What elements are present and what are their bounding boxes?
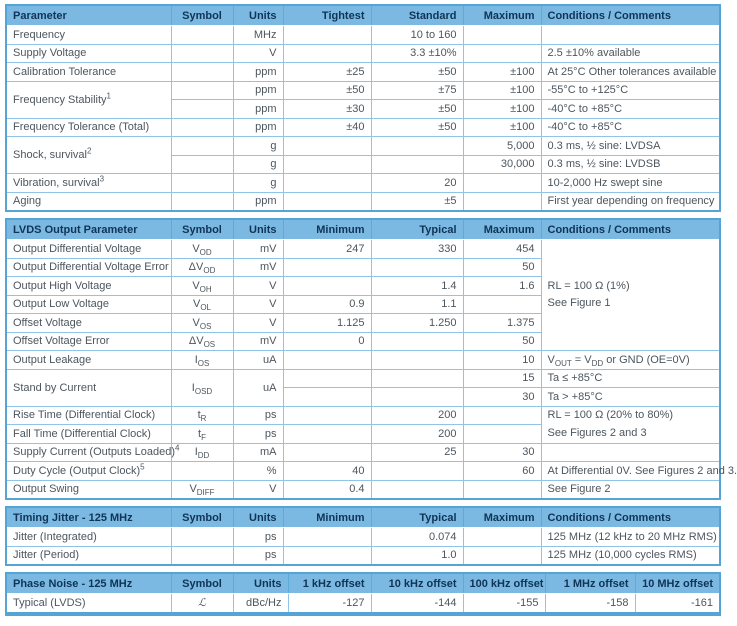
table-cell: 0.3 ms, ½ sine: LVDSB	[541, 155, 720, 174]
table-cell: Output Leakage	[6, 351, 171, 370]
table-cell: Jitter (Integrated)	[6, 528, 171, 547]
table-cell: Frequency	[6, 26, 171, 45]
table-cell: 247	[283, 240, 371, 259]
table-cell	[283, 406, 371, 425]
column-header: Typical	[371, 219, 463, 240]
table-cell: -40°C to +85°C	[541, 118, 720, 137]
table-cell: 25	[371, 443, 463, 462]
table-cell: ±100	[463, 63, 541, 82]
table-row	[6, 594, 720, 614]
table-cell: 30	[463, 443, 541, 462]
table-cell: $V_{OUT} = V_{DD}$ or GND (OE=0V)	[541, 351, 720, 370]
table-cell: 10 to 160	[371, 26, 463, 45]
table-cell	[283, 546, 371, 565]
table-cell: -158	[545, 594, 635, 614]
table-cell: Frequency Stability$^1$	[6, 81, 171, 118]
table-cell: 1.375	[463, 314, 541, 333]
table-cell	[371, 369, 463, 388]
table-cell: Supply Current (Outputs Loaded)$^4$	[6, 443, 171, 462]
table-cell: ppm	[233, 100, 283, 119]
table-cell	[463, 528, 541, 547]
table-cell: ±75	[371, 81, 463, 100]
table-cell: First year depending on frequency	[541, 192, 720, 211]
column-header: Standard	[371, 5, 463, 26]
column-header: Phase Noise - 125 MHz	[6, 573, 171, 594]
table-cell	[463, 480, 541, 499]
table-cell	[171, 118, 233, 137]
table-cell: 30	[463, 388, 541, 407]
table-cell: At 25°C Other tolerances available	[541, 63, 720, 82]
table-cell: $\Delta V_{OS}$	[171, 332, 233, 351]
column-header: 10 kHz offset	[371, 573, 463, 594]
table-cell: See Figure 2	[541, 480, 720, 499]
table-cell: mA	[233, 443, 283, 462]
column-header: Symbol	[171, 5, 233, 26]
table-cell: V	[233, 314, 283, 333]
table-cell	[171, 137, 233, 156]
table-cell	[171, 462, 233, 481]
table-row	[6, 369, 720, 388]
table-cell: MHz	[233, 26, 283, 45]
table-cell: ps	[233, 425, 283, 444]
table-cell: ±40	[283, 118, 371, 137]
column-header: Units	[233, 5, 283, 26]
table-cell: 50	[463, 332, 541, 351]
table-cell: 20	[371, 174, 463, 193]
table-cell: 0.4	[283, 480, 371, 499]
column-header: Conditions / Comments	[541, 219, 720, 240]
table-row	[6, 174, 720, 193]
column-header: Symbol	[171, 219, 233, 240]
table-cell: Fall Time (Differential Clock)	[6, 425, 171, 444]
table-cell: Calibration Tolerance	[6, 63, 171, 82]
table-cell: Vibration, survival$^3$	[6, 174, 171, 193]
column-header: Maximum	[463, 507, 541, 528]
table-cell	[371, 480, 463, 499]
table-cell: $V_{OD}$	[171, 240, 233, 259]
table-cell: 10-2,000 Hz swept sine	[541, 174, 720, 193]
table-cell	[171, 528, 233, 547]
table-cell	[283, 258, 371, 277]
column-header: Parameter	[6, 5, 171, 26]
table-cell: -40°C to +85°C	[541, 100, 720, 119]
table-cell: Ta ≤ +85°C	[541, 369, 720, 388]
table-cell	[171, 63, 233, 82]
table-cell: Frequency Tolerance (Total)	[6, 118, 171, 137]
timing-jitter-table	[5, 506, 721, 566]
table-cell: ±30	[283, 100, 371, 119]
table-cell	[541, 443, 720, 462]
column-header: Minimum	[283, 219, 371, 240]
table-cell	[371, 332, 463, 351]
table-cell: ±5	[371, 192, 463, 211]
table-cell	[463, 406, 541, 425]
table-row	[6, 240, 720, 259]
table-cell	[171, 192, 233, 211]
table-cell: Offset Voltage	[6, 314, 171, 333]
table-cell: V	[233, 44, 283, 63]
table-cell	[463, 26, 541, 45]
table-cell	[283, 174, 371, 193]
table-cell: Supply Voltage	[6, 44, 171, 63]
column-header: 10 MHz offset	[635, 573, 720, 594]
table-cell: Typical (LVDS)	[6, 594, 171, 614]
table-cell: 1.250	[371, 314, 463, 333]
table-cell: $t_F$	[171, 425, 233, 444]
table-cell: g	[233, 155, 283, 174]
table-row	[6, 462, 720, 481]
table-cell	[463, 295, 541, 314]
table-row	[6, 137, 720, 156]
table-cell: Jitter (Period)	[6, 546, 171, 565]
table-cell: g	[233, 137, 283, 156]
table-cell	[283, 44, 371, 63]
table-cell: Offset Voltage Error	[6, 332, 171, 351]
table-cell	[463, 425, 541, 444]
table-cell: 30,000	[463, 155, 541, 174]
table-cell: ppm	[233, 118, 283, 137]
table-cell: RL = 100 Ω (1%) See Figure 1	[541, 240, 720, 351]
table-cell: mV	[233, 258, 283, 277]
table-cell: Output High Voltage	[6, 277, 171, 296]
table-cell	[283, 277, 371, 296]
table-cell: V	[233, 480, 283, 499]
table-cell: ±50	[283, 81, 371, 100]
table-cell: ±50	[371, 63, 463, 82]
table-cell: ps	[233, 546, 283, 565]
table-cell: 0.9	[283, 295, 371, 314]
table-cell: Aging	[6, 192, 171, 211]
table-cell: $t_R$	[171, 406, 233, 425]
header-row	[6, 219, 720, 240]
table-cell: ℒ	[171, 594, 233, 614]
column-header: Typical	[371, 507, 463, 528]
table-row	[6, 406, 720, 425]
table-cell: $V_{OS}$	[171, 314, 233, 333]
table-cell: Stand by Current	[6, 369, 171, 406]
table-cell: $V_{OH}$	[171, 277, 233, 296]
table-row	[6, 81, 720, 100]
table-cell: V	[233, 295, 283, 314]
table-cell: Ta > +85°C	[541, 388, 720, 407]
table-cell	[283, 528, 371, 547]
table-cell: 454	[463, 240, 541, 259]
table-cell	[283, 443, 371, 462]
table-cell: %	[233, 462, 283, 481]
table-cell: 10	[463, 351, 541, 370]
table-cell: 0.074	[371, 528, 463, 547]
column-header: 100 kHz offset	[463, 573, 545, 594]
table-cell: 0	[283, 332, 371, 351]
table-row	[6, 118, 720, 137]
column-header: Maximum	[463, 219, 541, 240]
phase-noise-table	[5, 572, 721, 616]
table-cell: 330	[371, 240, 463, 259]
column-header: Units	[233, 573, 288, 594]
table-cell: Output Differential Voltage Error	[6, 258, 171, 277]
table-cell: 125 MHz (10,000 cycles RMS)	[541, 546, 720, 565]
table-cell	[371, 462, 463, 481]
column-header: Conditions / Comments	[541, 507, 720, 528]
table-cell: Output Swing	[6, 480, 171, 499]
table-cell: g	[233, 174, 283, 193]
table-cell: 125 MHz (12 kHz to 20 MHz RMS)	[541, 528, 720, 547]
header-row	[6, 507, 720, 528]
table-cell: 15	[463, 369, 541, 388]
table-cell: -161	[635, 594, 720, 614]
table-cell: -155	[463, 594, 545, 614]
table-cell	[371, 258, 463, 277]
table-cell: 40	[283, 462, 371, 481]
table-row	[6, 443, 720, 462]
table-cell	[371, 137, 463, 156]
table-cell	[171, 100, 233, 119]
column-header: Tightest	[283, 5, 371, 26]
table-cell: ppm	[233, 192, 283, 211]
table-cell: ppm	[233, 63, 283, 82]
table-cell	[171, 44, 233, 63]
table-cell	[283, 137, 371, 156]
table-cell: 5,000	[463, 137, 541, 156]
table-cell: ±50	[371, 118, 463, 137]
table-cell	[283, 192, 371, 211]
column-header: 1 MHz offset	[545, 573, 635, 594]
table-cell: $I_{OS}$	[171, 351, 233, 370]
table-cell	[371, 351, 463, 370]
table-cell	[283, 425, 371, 444]
table-cell: Rise Time (Differential Clock)	[6, 406, 171, 425]
table-cell: dBc/Hz	[233, 594, 288, 614]
column-header: Maximum	[463, 5, 541, 26]
table-cell	[283, 369, 371, 388]
table-cell: $V_{DIFF}$	[171, 480, 233, 499]
table-row	[6, 528, 720, 547]
table-cell	[171, 546, 233, 565]
general-parameters-table	[5, 4, 721, 212]
table-cell: $\Delta V_{OD}$	[171, 258, 233, 277]
table-cell	[541, 26, 720, 45]
table-cell	[283, 155, 371, 174]
table-cell: ±50	[371, 100, 463, 119]
table-cell	[463, 44, 541, 63]
table-cell	[371, 388, 463, 407]
column-header: Units	[233, 219, 283, 240]
table-cell: V	[233, 277, 283, 296]
table-cell: 200	[371, 425, 463, 444]
table-cell	[463, 546, 541, 565]
table-row	[6, 63, 720, 82]
table-cell: $I_{DD}$	[171, 443, 233, 462]
table-cell: 3.3 ±10%	[371, 44, 463, 63]
table-cell: Shock, survival$^2$	[6, 137, 171, 174]
table-row	[6, 26, 720, 45]
table-row	[6, 192, 720, 211]
table-cell	[171, 155, 233, 174]
column-header: LVDS Output Parameter	[6, 219, 171, 240]
table-cell	[283, 351, 371, 370]
table-cell: ±100	[463, 100, 541, 119]
table-cell: 200	[371, 406, 463, 425]
table-cell: RL = 100 Ω (20% to 80%) See Figures 2 and 3	[541, 406, 720, 443]
table-cell: 60	[463, 462, 541, 481]
table-cell: ±100	[463, 81, 541, 100]
table-row	[6, 351, 720, 370]
table-cell: mV	[233, 240, 283, 259]
table-cell: ps	[233, 406, 283, 425]
table-cell	[371, 155, 463, 174]
column-header: 1 kHz offset	[288, 573, 371, 594]
table-cell	[463, 192, 541, 211]
table-cell: ±25	[283, 63, 371, 82]
table-cell: uA	[233, 369, 283, 406]
header-row	[6, 573, 720, 594]
table-cell	[283, 26, 371, 45]
table-cell: 2.5 ±10% available	[541, 44, 720, 63]
table-cell: Output Low Voltage	[6, 295, 171, 314]
table-cell: ps	[233, 528, 283, 547]
table-cell: 1.0	[371, 546, 463, 565]
table-cell: $I_{OSD}$	[171, 369, 233, 406]
table-cell: -127	[288, 594, 371, 614]
lvds-output-table	[5, 218, 737, 500]
table-cell: 1.1	[371, 295, 463, 314]
table-row	[6, 44, 720, 63]
column-header: Minimum	[283, 507, 371, 528]
column-header: Symbol	[171, 507, 233, 528]
table-cell: 1.4	[371, 277, 463, 296]
column-header: Symbol	[171, 573, 233, 594]
table-cell: 0.3 ms, ½ sine: LVDSA	[541, 137, 720, 156]
table-cell: At Differential 0V. See Figures 2 and 3.	[541, 462, 720, 481]
column-header: Units	[233, 507, 283, 528]
table-cell	[463, 174, 541, 193]
table-cell: 50	[463, 258, 541, 277]
table-cell: Output Differential Voltage	[6, 240, 171, 259]
table-row	[6, 546, 720, 565]
table-cell	[171, 26, 233, 45]
table-cell: -144	[371, 594, 463, 614]
table-cell: 1.6	[463, 277, 541, 296]
table-cell: Duty Cycle (Output Clock)$^5$	[6, 462, 171, 481]
table-cell: -55°C to +125°C	[541, 81, 720, 100]
table-cell: mV	[233, 332, 283, 351]
table-cell: ±100	[463, 118, 541, 137]
column-header: Conditions / Comments	[541, 5, 720, 26]
header-row	[6, 5, 720, 26]
table-cell: $V_{OL}$	[171, 295, 233, 314]
table-row	[6, 480, 720, 499]
table-cell	[171, 81, 233, 100]
table-cell: uA	[233, 351, 283, 370]
table-cell: ppm	[233, 81, 283, 100]
column-header: Timing Jitter - 125 MHz	[6, 507, 171, 528]
table-cell	[283, 388, 371, 407]
table-cell: 1.125	[283, 314, 371, 333]
table-cell	[171, 174, 233, 193]
